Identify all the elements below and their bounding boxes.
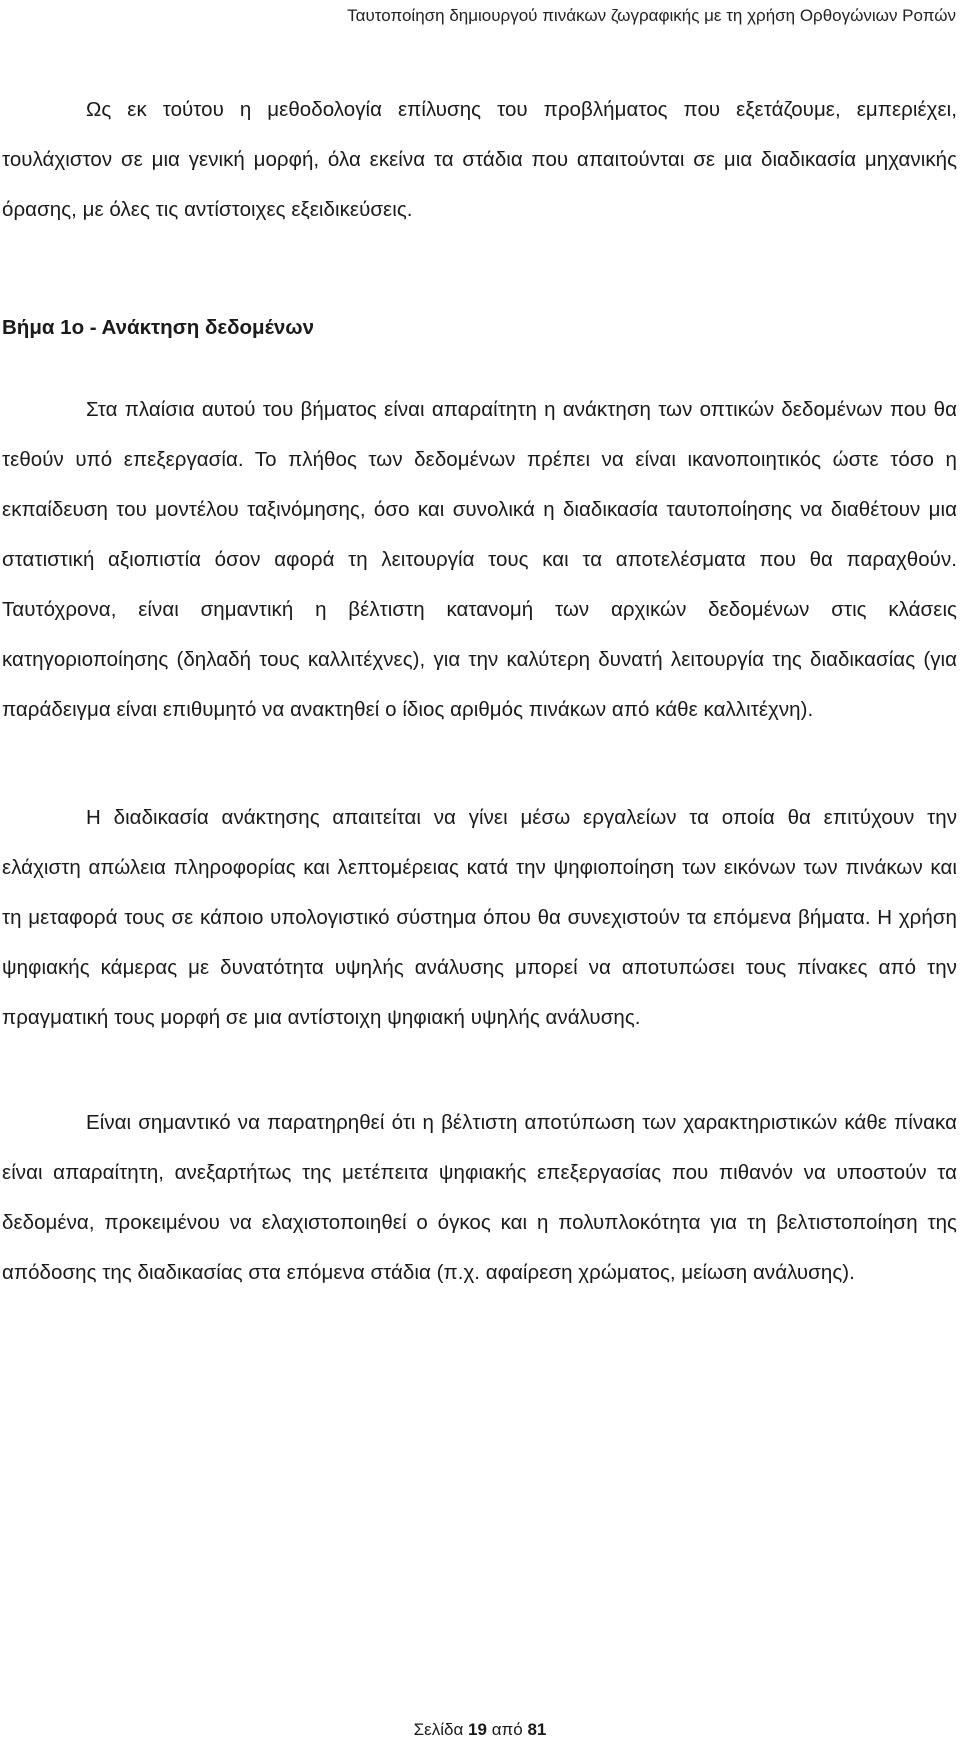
body-paragraph-optimal-capture: Είναι σημαντικό να παρατηρηθεί ότι η βέλτιστη αποτύπωση των χαρακτηριστικών κάθε πίνακα είναι απαραίτητη, ανεξαρτήτως της μετέπειτα ψηφιακής επεξεργασίας που πιθανόν να υποστούν τα δεδομένα, προκειμένου να ελαχιστοποιηθεί ο όγκος και η πολυπλοκότητα για τη βελτιστοποίηση της απόδοσης της διαδικασίας στα επόμενα στάδια (π.χ. αφαίρεση χρώματος, μείωση ανάλυσης).	[2, 1111, 957, 1284]
spacer	[2, 353, 957, 385]
spacer	[2, 235, 957, 303]
page-label: Σελίδα	[413, 1720, 464, 1739]
spacer	[2, 1043, 957, 1098]
running-header: Ταυτοποίηση δημιουργού πινάκων ζωγραφικής με τη χρήση Ορθογώνιων Ροπών	[347, 6, 956, 25]
of-label: από	[491, 1720, 523, 1739]
page-number: 19	[468, 1720, 487, 1739]
page-body	[2, 85, 957, 1298]
spacer	[2, 735, 957, 793]
body-paragraph-acquisition-process: Η διαδικασία ανάκτησης απαιτείται να γίνει μέσω εργαλείων τα οποία θα επιτύχουν την ελάχιστη απώλεια πληροφορίας και λεπτομέρειας κατά την ψηφιοποίηση των εικόνων των πινάκων και τη μεταφορά τους σε κάποιο υπολογιστικό σύστημα όπου θα συνεχιστούν τα επόμενα βήματα. Η χρήση ψηφιακής κάμερας με δυνατότητα υψηλής ανάλυσης μπορεί να αποτυπώσει τους πίνακες από την πραγματική τους μορφή σε μια αντίστοιχη ψηφιακή υψηλής ανάλυσης.	[2, 806, 957, 1029]
body-paragraph-data-acquisition: Στα πλαίσια αυτού του βήματος είναι απαραίτητη η ανάκτηση των οπτικών δεδομένων που θα τεθούν υπό επεξεργασία. Το πλήθος των δεδομένων πρέπει να είναι ικανοποιητικός ώστε τόσο η εκπαίδευση του μοντέλου ταξινόμησης, όσο και συνολικά η διαδικασία ταυτοποίησης να διαθέτουν μια στατιστική αξιοπιστία όσον αφορά τη λειτουργία τους και τα αποτελέσματα που θα παραχθούν. Ταυτόχρονα, είναι σημαντική η βέλτιστη κατανομή των αρχικών δεδομένων στις κλάσεις κατηγοριοποίησης (δηλαδή τους καλλιτέχνες), για την καλύτερη δυνατή λειτουργία της διαδικασίας (για παράδειγμα είναι επιθυμητό να ανακτηθεί ο ίδιος αριθμός πινάκων από κάθε καλλιτέχνη).	[2, 398, 957, 721]
page-footer	[0, 1720, 960, 1740]
step-heading: Βήμα 1ο - Ανάκτηση δεδομένων	[2, 316, 314, 339]
intro-paragraph: Ως εκ τούτου η μεθοδολογία επίλυσης του προβλήματος που εξετάζουμε, εμπεριέχει, τουλάχιστον σε μια γενική μορφή, όλα εκείνα τα στάδια που απαιτούνται σε μια διαδικασία μηχανικής όρασης, με όλες τις αντίστοιχες εξειδικεύσεις.	[2, 98, 957, 221]
total-pages: 81	[527, 1720, 547, 1739]
